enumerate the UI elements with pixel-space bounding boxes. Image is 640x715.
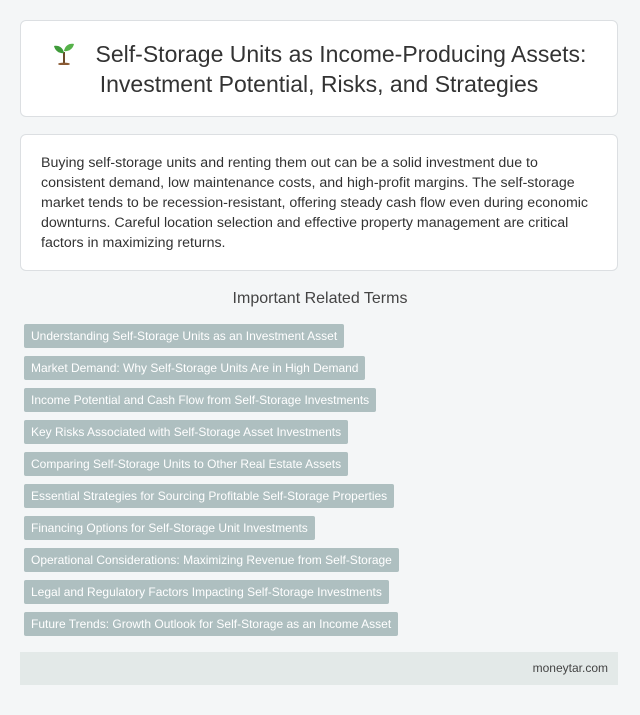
page-title [21, 39, 617, 99]
footer [20, 652, 618, 685]
related-term-tag[interactable]: Future Trends: Growth Outlook for Self-Storage as an Income Asset [24, 612, 398, 636]
summary-text: Buying self-storage units and renting them out can be a solid investment due to consistent demand, low maintenance costs, and high-profit margins. The self-storage market tends to be recession-resistant, offering steady cash flow even during economic downturns. Careful location selection and effective property management are critical factors in maximizing returns. [41, 155, 589, 251]
related-term-tag[interactable]: Operational Considerations: Maximizing Revenue from Self-Storage [24, 548, 399, 572]
related-term-tag[interactable]: Financing Options for Self-Storage Unit Investments [24, 516, 315, 540]
related-term-tag[interactable]: Comparing Self-Storage Units to Other Real Estate Assets [24, 452, 348, 476]
related-term-tag[interactable]: Income Potential and Cash Flow from Self-Storage Investments [24, 388, 376, 412]
related-terms-list [24, 324, 616, 644]
summary-card [20, 134, 618, 271]
related-term-tag[interactable]: Essential Strategies for Sourcing Profitable Self-Storage Properties [24, 484, 394, 508]
related-term-tag[interactable]: Key Risks Associated with Self-Storage Asset Investments [24, 420, 348, 444]
related-term-tag[interactable]: Market Demand: Why Self-Storage Units Are in High Demand [24, 356, 365, 380]
sprout-icon [52, 41, 76, 65]
related-term-tag[interactable]: Legal and Regulatory Factors Impacting Self-Storage Investments [24, 580, 389, 604]
related-term-tag[interactable]: Understanding Self-Storage Units as an Investment Asset [24, 324, 344, 348]
footer-site-link[interactable]: moneytar.com [532, 661, 608, 675]
related-terms-heading: Important Related Terms [232, 290, 408, 307]
title-card [20, 20, 618, 117]
page-title-text: Self-Storage Units as Income-Producing Assets: Investment Potential, Risks, and Strategies [95, 40, 587, 97]
